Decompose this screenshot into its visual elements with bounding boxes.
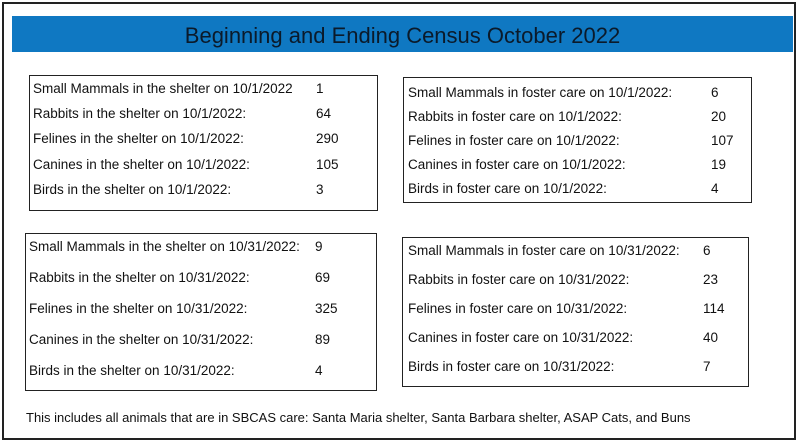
footer-note: This includes all animals that are in SBCAS care: Santa Maria shelter, Santa Barbara shelter, ASAP Cats, and Buns (26, 410, 691, 425)
row-label: Canines in the shelter on 10/1/2022: (33, 157, 250, 172)
list-item (403, 298, 748, 320)
row-label: Rabbits in foster care on 10/1/2022: (408, 109, 622, 124)
row-value: 9 (315, 239, 323, 254)
row-label: Felines in the shelter on 10/31/2022: (29, 301, 248, 316)
row-label: Canines in the shelter on 10/31/2022: (29, 332, 254, 347)
list-item (403, 269, 748, 291)
shelter-start-box (29, 75, 378, 211)
list-item (404, 178, 751, 200)
list-item (404, 130, 751, 152)
row-label: Small Mammals in the shelter on 10/1/2022 (33, 81, 293, 96)
foster-end-box (402, 237, 749, 387)
row-label: Felines in foster care on 10/31/2022: (408, 301, 628, 316)
row-value: 23 (703, 272, 719, 287)
row-value: 3 (316, 182, 324, 197)
page-title: Beginning and Ending Census October 2022 (184, 23, 621, 48)
page-frame (2, 2, 796, 440)
row-label: Rabbits in foster care on 10/31/2022: (408, 272, 630, 287)
row-value: 114 (703, 301, 725, 316)
row-value: 325 (315, 301, 338, 316)
row-value: 4 (711, 181, 719, 196)
list-item (403, 327, 748, 349)
row-value: 105 (316, 157, 339, 172)
row-label: Rabbits in the shelter on 10/1/2022: (33, 106, 247, 121)
list-item (404, 82, 751, 104)
row-label: Small Mammals in foster care on 10/1/2022: (408, 85, 673, 100)
list-item (30, 103, 377, 125)
list-item (26, 298, 376, 320)
row-label: Birds in foster care on 10/1/2022: (408, 181, 607, 196)
row-label: Felines in foster care on 10/1/2022: (408, 133, 620, 148)
list-item (30, 128, 377, 150)
list-item (30, 154, 377, 176)
row-value: 6 (711, 85, 719, 100)
row-label: Birds in foster care on 10/31/2022: (408, 359, 615, 374)
foster-start-box (403, 77, 752, 203)
list-item (26, 236, 376, 258)
row-value: 89 (315, 332, 331, 347)
shelter-end-box (25, 233, 377, 391)
title-banner (12, 16, 793, 52)
row-value: 20 (711, 109, 727, 124)
row-value: 7 (703, 359, 711, 374)
list-item (403, 240, 748, 262)
list-item (26, 329, 376, 351)
row-label: Canines in foster care on 10/31/2022: (408, 330, 634, 345)
row-value: 4 (315, 363, 323, 378)
row-value: 40 (703, 330, 719, 345)
row-value: 64 (316, 106, 332, 121)
row-label: Birds in the shelter on 10/1/2022: (33, 182, 232, 197)
row-label: Felines in the shelter on 10/1/2022: (33, 131, 244, 146)
list-item (404, 106, 751, 128)
list-item (26, 360, 376, 382)
row-label: Small Mammals in foster care on 10/31/2022: (408, 243, 680, 258)
row-label: Canines in foster care on 10/1/2022: (408, 157, 626, 172)
row-value: 107 (711, 133, 734, 148)
list-item (403, 356, 748, 378)
row-label: Rabbits in the shelter on 10/31/2022: (29, 270, 250, 285)
row-value: 1 (316, 81, 324, 96)
row-value: 69 (315, 270, 331, 285)
row-value: 19 (711, 157, 727, 172)
list-item (30, 179, 377, 201)
row-label: Birds in the shelter on 10/31/2022: (29, 363, 235, 378)
row-value: 6 (703, 243, 711, 258)
list-item (26, 267, 376, 289)
row-label: Small Mammals in the shelter on 10/31/2022: (29, 239, 300, 254)
row-value: 290 (316, 131, 339, 146)
list-item (30, 78, 377, 100)
list-item (404, 154, 751, 176)
